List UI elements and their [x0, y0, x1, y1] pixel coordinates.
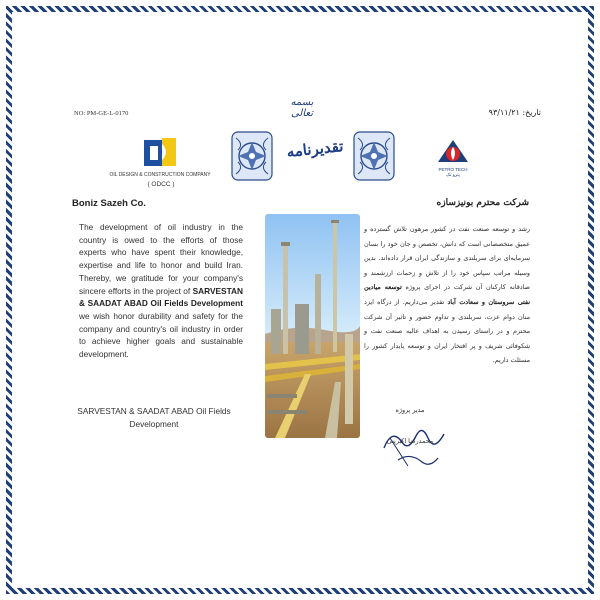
persian-tile-right-icon: [352, 130, 396, 182]
bismillah-heading: بسمه تعالی: [290, 97, 314, 119]
english-project-name: SARVESTAN & SAADAT ABAD Oil Fields Development: [79, 285, 243, 309]
issuer-name: OIL DESIGN & CONSTRUCTION COMPANY: [109, 172, 211, 178]
persian-signature-title: مدیر پروژه: [395, 406, 425, 414]
english-body-text: [79, 221, 243, 361]
partner-logo-caption: [431, 167, 475, 178]
certificate-date-fa: تاریخ: ۹۳/۱۱/۲۱: [488, 108, 541, 117]
odcc-logo-icon: [140, 136, 180, 170]
petrotech-logo-icon: [434, 138, 472, 166]
persian-body-text: [364, 222, 530, 368]
recipient-name: Boniz Sazeh Co.: [72, 198, 146, 209]
english-signature-block: SARVESTAN & SAADAT ABAD Oil Fields Development: [77, 406, 231, 429]
partner-caption-en: PETRO TECH: [438, 167, 468, 172]
english-body-part2: we wish honor durability and safety for the company and country's oil industry in order to achieve higher goals and sustainable development.: [79, 310, 243, 360]
persian-tile-left-icon: [230, 130, 274, 182]
certificate-title: تقدیرنامه: [285, 137, 345, 161]
english-body-part1: The development of oil industry in the country is owed to the efforts of those experts who have spent their knowledge, expertise and life to honor and build Iran. Thereby, we gratitude for your company's sincere efforts in the project of: [79, 222, 243, 296]
persian-project-name: توسعه میادین نفتی سروستان و سعادت آباد: [364, 283, 530, 306]
issuer-abbreviation: ( ODCC ): [147, 181, 175, 188]
persian-salutation: شرکت محترم بونیزسازه: [436, 198, 529, 208]
persian-body-part1: رشد و توسعه صنعت نفت در کشور مرهون تلاش گسترده و عمیق متخصصانی است که دانش، تخصص و جان خود را بسان سرمایه‌ای برای سربلندی و سازندگی ایران قرار داده‌اند. بدین وسیله مراتب سپاس خود را از تلاش و زحمات ارزشمند و صادقانه کارکنان آن شرکت در اجرای پروژه: [364, 225, 530, 292]
certificate-number: NO: PM-GE-L-0170: [74, 110, 129, 117]
refinery-photo: [265, 214, 360, 438]
persian-signature-name: محمدرضا اکبرینی: [386, 437, 434, 445]
partner-caption-fa: پترو تک: [446, 172, 460, 177]
persian-body-part2: تقدیر می‌داریم. از درگاه ایزد منان دوام عزت، سربلندی و تداوم حضور و تاثیر آن شرکت محترم و در راستای رسیدن به اهداف عالیه صنعت نفت و شکوفائی شریف و پر افتخار ایران و توسعه پایدار کشور را مسئلت داریم.: [364, 297, 530, 365]
